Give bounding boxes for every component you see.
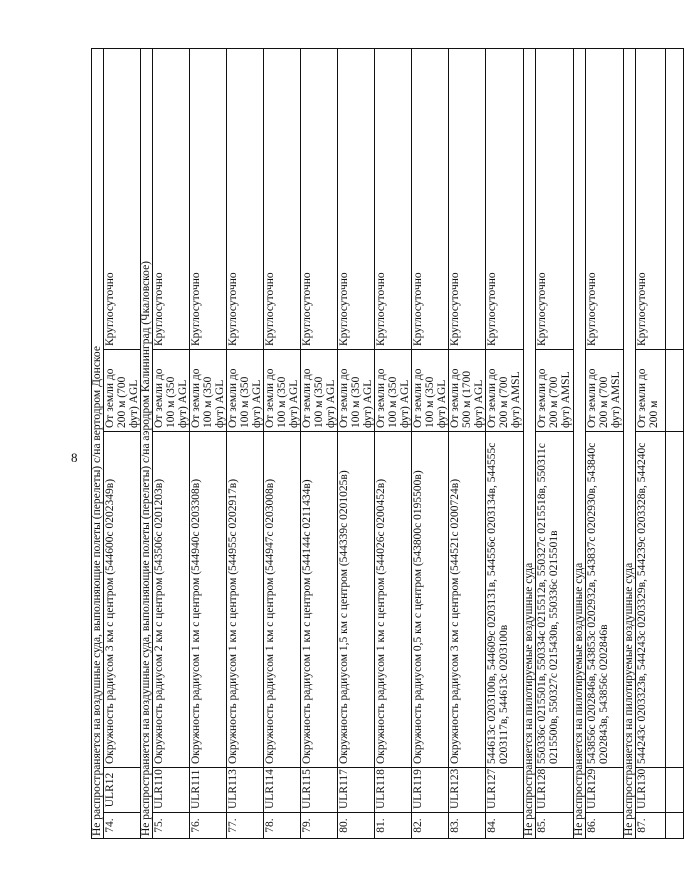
table-bottom-padding <box>666 48 684 838</box>
row-number-cell: 80. <box>338 813 375 839</box>
operating-time-cell: Круглосуточно <box>104 48 141 349</box>
zone-description-cell: Окружность радиусом 3 км с центром (544600с 0202349в) <box>104 432 141 768</box>
altitude-limit-cell: От земли до 100 м (350 фут) AGL <box>375 350 412 432</box>
zone-code-cell: ULR113 <box>227 768 264 813</box>
operating-time-cell: Круглосуточно <box>338 48 375 349</box>
operating-time-cell: Круглосуточно <box>486 48 524 349</box>
table-body <box>92 48 684 838</box>
zone-code-cell: ULR115 <box>301 768 338 813</box>
row-number-cell: 76. <box>190 813 227 839</box>
table-row <box>338 48 375 838</box>
section-header-row <box>141 48 153 838</box>
table-row <box>536 48 574 838</box>
row-number-cell: 74. <box>104 813 141 839</box>
zone-description-cell: 544613с 0203100в, 544609с 0203131в, 544556с 0203134в, 544555с 0203117в, 544613с 0203100в <box>486 432 524 768</box>
altitude-limit-cell: От земли до 100 м (350 фут) AGL <box>338 350 375 432</box>
row-number-cell: 86. <box>586 813 624 839</box>
zone-code-cell: ULR118 <box>375 768 412 813</box>
operating-time-cell: Круглосуточно <box>636 48 666 349</box>
altitude-limit-cell: От земли до 100 м (350 фут) AGL <box>412 350 449 432</box>
zone-code-cell: ULR119 <box>412 768 449 813</box>
operating-time-cell: Круглосуточно <box>264 48 301 349</box>
table-row <box>227 48 264 838</box>
section-header-text: Не распространяется на пилотируемые воздушные суда <box>524 48 536 838</box>
zone-description-cell: Окружность радиусом 1 км с центром (544955с 0202917в) <box>227 432 264 768</box>
zone-description-cell: 550336с 0215501в, 550334с 0215512в, 550327с 0215518в, 550311с 0215500в, 550327с 0215430в, 550336с 0215501в <box>536 432 574 768</box>
row-number-cell: 87. <box>636 813 666 839</box>
operating-time-cell: Круглосуточно <box>449 48 486 349</box>
zone-description-cell: Окружность радиусом 1 км с центром (544940с 0203308в) <box>190 432 227 768</box>
empty-cell <box>666 768 684 813</box>
row-number-cell: 81. <box>375 813 412 839</box>
zone-description-cell: 544243с 0203323в, 544243с 0203329в, 544239с 0203328в, 544240с <box>636 432 666 768</box>
altitude-limit-cell: От земли до 200 м <box>636 350 666 432</box>
zone-code-cell: ULR111 <box>190 768 227 813</box>
zone-description-cell: 543856с 0202846в, 543853с 0202932в, 543837с 0202930в, 543840с 0202843в, 543856с 0202846в <box>586 432 624 768</box>
zone-code-cell: ULR117 <box>338 768 375 813</box>
altitude-limit-cell: От земли до 500 м (1700 фут) AGL <box>449 350 486 432</box>
section-header-text: Не распространяется на пилотируемые воздушные суда <box>624 48 636 838</box>
table-row <box>449 48 486 838</box>
section-header-row <box>92 48 104 838</box>
page-number: 8 <box>71 450 78 465</box>
table-row <box>190 48 227 838</box>
table-row <box>375 48 412 838</box>
altitude-limit-cell: От земли до 100 м (350 фут) AGL <box>153 350 190 432</box>
restricted-areas-table <box>91 48 684 839</box>
empty-cell <box>666 48 684 349</box>
altitude-limit-cell: От земли до 100 м (350 фут) AGL <box>227 350 264 432</box>
table-row <box>301 48 338 838</box>
section-header-row <box>574 48 586 838</box>
zone-code-cell: ULR110 <box>153 768 190 813</box>
table-row <box>636 48 666 838</box>
zone-code-cell: ULR128 <box>536 768 574 813</box>
operating-time-cell: Круглосуточно <box>586 48 624 349</box>
altitude-limit-cell: От земли до 100 м (350 фут) AGL <box>301 350 338 432</box>
operating-time-cell: Круглосуточно <box>190 48 227 349</box>
zone-description-cell: Окружность радиусом 2 км с центром (543506с 0201203в) <box>153 432 190 768</box>
restricted-areas-table-container <box>91 49 660 839</box>
operating-time-cell: Круглосуточно <box>153 48 190 349</box>
zone-description-cell: Окружность радиусом 0,5 км с центром (543800с 0195500в) <box>412 432 449 768</box>
section-header-row <box>524 48 536 838</box>
operating-time-cell: Круглосуточно <box>301 48 338 349</box>
zone-description-cell: Окружность радиусом 1 км с центром (544144с 0211434в) <box>301 432 338 768</box>
zone-code-cell: ULR130 <box>636 768 666 813</box>
table-row <box>586 48 624 838</box>
zone-description-cell: Окружность радиусом 1 км с центром (544026с 0200452в) <box>375 432 412 768</box>
zone-code-cell: ULR114 <box>264 768 301 813</box>
operating-time-cell: Круглосуточно <box>412 48 449 349</box>
row-number-cell: 83. <box>449 813 486 839</box>
row-number-cell: 75. <box>153 813 190 839</box>
table-row <box>412 48 449 838</box>
row-number-cell: 82. <box>412 813 449 839</box>
operating-time-cell: Круглосуточно <box>375 48 412 349</box>
section-header-row <box>624 48 636 838</box>
row-number-cell: 78. <box>264 813 301 839</box>
table-row <box>153 48 190 838</box>
row-number-cell: 85. <box>536 813 574 839</box>
zone-description-cell: Окружность радиусом 3 км с центром (544521с 0200724в) <box>449 432 486 768</box>
altitude-limit-cell: От земли до 100 м (350 фут) AGL <box>264 350 301 432</box>
table-row <box>486 48 524 838</box>
section-header-text: Не распространяется на воздушные суда, выполняющие полеты (перелеты) с/на аэродром Калининград (Чкаловское) <box>141 48 153 838</box>
row-number-cell: 84. <box>486 813 524 839</box>
zone-code-cell: ULR123 <box>449 768 486 813</box>
table-row <box>264 48 301 838</box>
altitude-limit-cell: От земли до 100 м (350 фут) AGL <box>190 350 227 432</box>
zone-description-cell: Окружность радиусом 1,5 км с центром (544339с 0201025в) <box>338 432 375 768</box>
empty-cell <box>666 350 684 432</box>
empty-cell <box>666 432 684 768</box>
altitude-limit-cell: От земли до 200 м (700 фут) AMSL <box>586 350 624 432</box>
row-number-cell: 77. <box>227 813 264 839</box>
zone-code-cell: ULR12 <box>104 768 141 813</box>
altitude-limit-cell: От земли до 200 м (700 фут) AMSL <box>486 350 524 432</box>
zone-code-cell: ULR129 <box>586 768 624 813</box>
empty-cell <box>666 813 684 839</box>
row-number-cell: 79. <box>301 813 338 839</box>
altitude-limit-cell: От земли до 200 м (700 фут) AMSL <box>536 350 574 432</box>
altitude-limit-cell: От земли до 200 м (700 фут) AGL <box>104 350 141 432</box>
zone-description-cell: Окружность радиусом 1 км с центром (544947с 0203008в) <box>264 432 301 768</box>
table-row <box>104 48 141 838</box>
section-header-text: Не распространяется на воздушные суда, выполняющие полеты (перелеты) с/на вертодром Донское <box>92 48 104 838</box>
section-header-text: Не распространяется на пилотируемые воздушные суда <box>574 48 586 838</box>
operating-time-cell: Круглосуточно <box>536 48 574 349</box>
operating-time-cell: Круглосуточно <box>227 48 264 349</box>
zone-code-cell: ULR127 <box>486 768 524 813</box>
